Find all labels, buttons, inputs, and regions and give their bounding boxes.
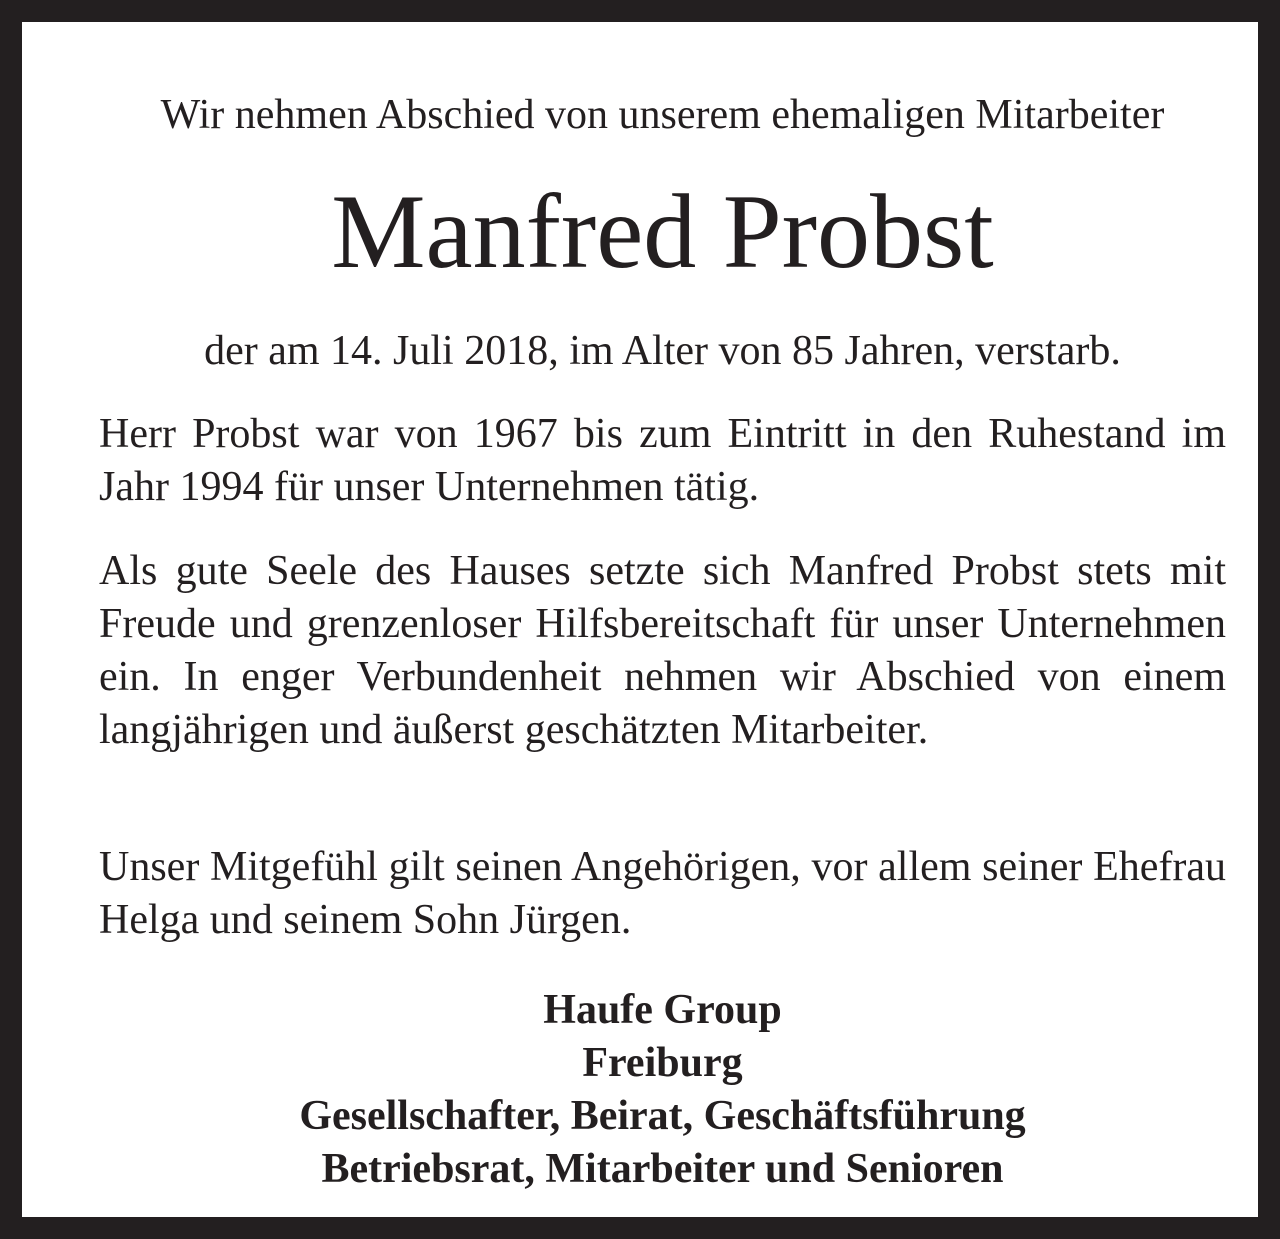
death-date-line: der am 14. Juli 2018, im Alter von 85 Jahren, verstarb.	[204, 328, 1121, 374]
signature-block	[99, 984, 1226, 1196]
tribute-paragraph: Als gute Seele des Hauses setzte sich Manfred Probst stets mit Freude und grenzenloser Hilfsbereitschaft für unser Unternehmen ein. In enger Verbundenheit nehmen wir Abschied von einem langjährigen und äußerst geschätzten Mitarbeiter.	[99, 548, 1226, 753]
obituary-notice	[99, 22, 1226, 1217]
intro-line: Wir nehmen Abschied von unserem ehemaligen Mitarbeiter	[160, 92, 1165, 138]
signature-city: Freiburg	[582, 1040, 743, 1086]
deceased-name: Manfred Probst	[331, 173, 994, 290]
signature-management: Gesellschafter, Beirat, Geschäftsführung	[299, 1093, 1026, 1139]
signature-staff: Betriebsrat, Mitarbeiter und Senioren	[321, 1146, 1004, 1192]
condolence-paragraph: Unser Mitgefühl gilt seinen Angehörigen, vor allem seiner Ehefrau Helga und seinem Sohn Jürgen.	[99, 844, 1226, 943]
signature-company: Haufe Group	[543, 987, 782, 1033]
career-paragraph: Herr Probst war von 1967 bis zum Eintritt in den Ruhestand im Jahr 1994 für unser Unternehmen tätig.	[99, 411, 1226, 510]
